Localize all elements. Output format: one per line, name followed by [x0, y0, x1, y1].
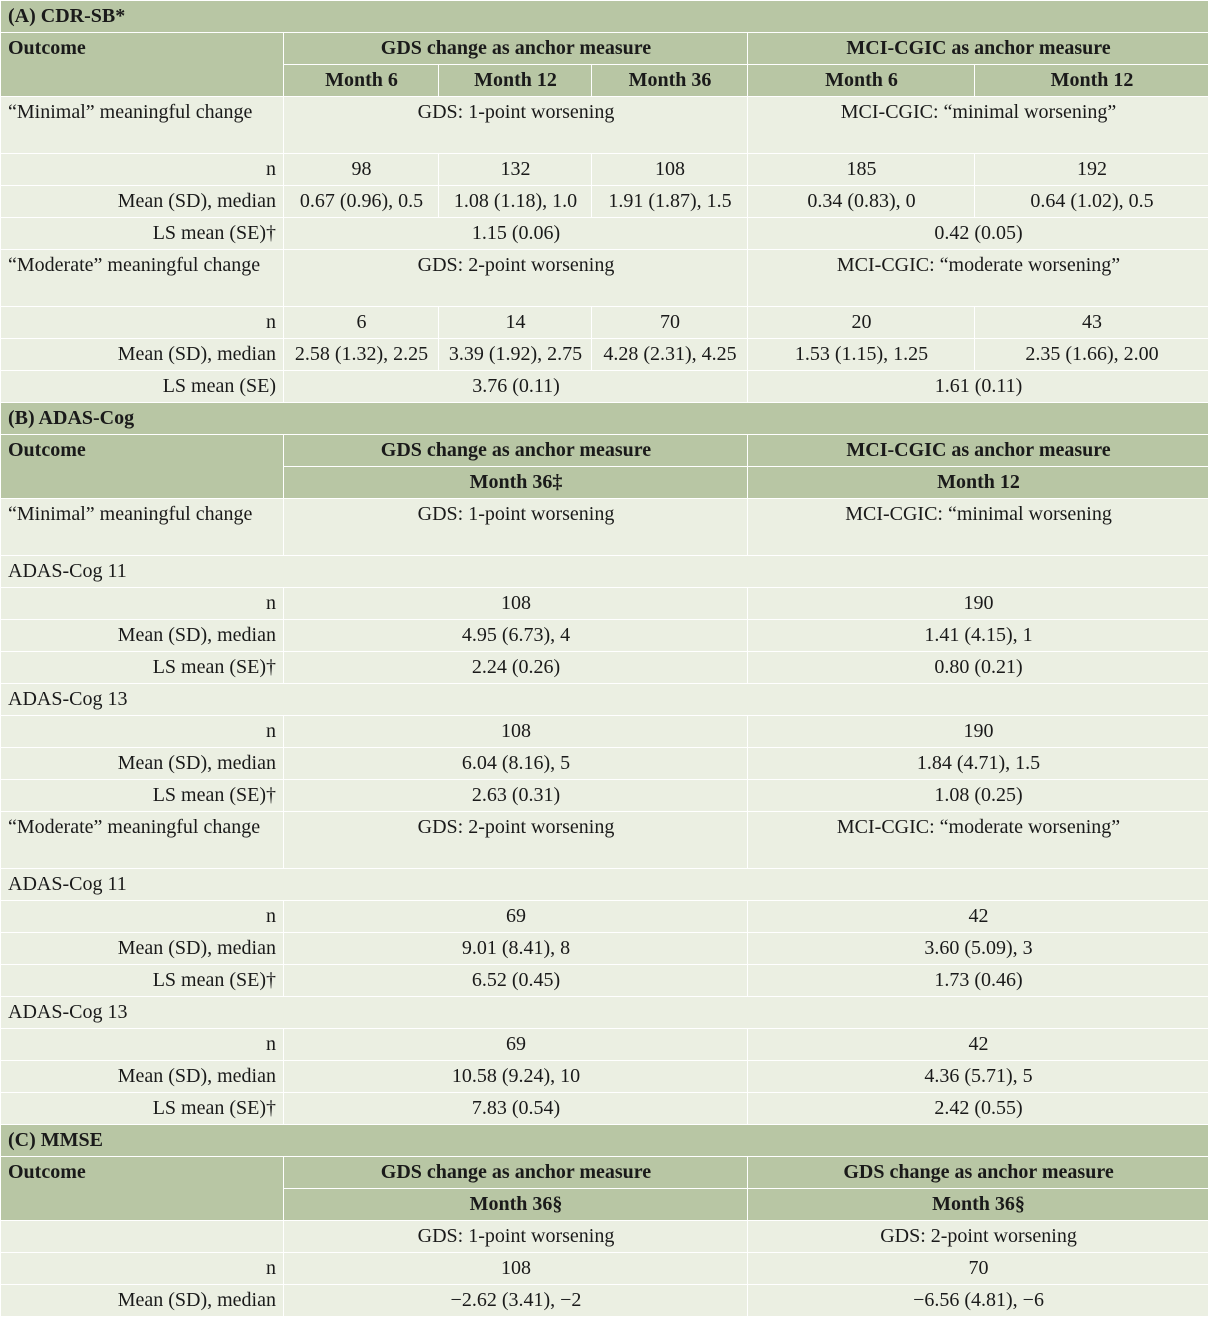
month-header: Month 36§	[748, 1189, 1208, 1221]
table-cell: 190	[748, 588, 1208, 620]
table-cell: 9.01 (8.41), 8	[284, 933, 748, 965]
row-label: LS mean (SE)†	[1, 965, 284, 997]
table-cell: 2.35 (1.66), 2.00	[975, 339, 1208, 371]
table-cell: 1.08 (1.18), 1.0	[439, 186, 592, 218]
cgic-criterion: MCI-CGIC: “minimal worsening”	[748, 97, 1208, 154]
table-cell: 0.64 (1.02), 0.5	[975, 186, 1208, 218]
section-b-title-row	[1, 403, 1208, 435]
table-cell: 190	[748, 716, 1208, 748]
outcome-header: Outcome	[1, 1157, 284, 1221]
subgroup-label: ADAS-Cog 13	[1, 997, 1208, 1029]
row-label: “Minimal” meaningful change	[1, 499, 284, 556]
row-label	[1, 1221, 284, 1253]
gds-anchor-header: GDS change as anchor measure	[284, 1157, 748, 1189]
table-cell: 4.95 (6.73), 4	[284, 620, 748, 652]
row-label: LS mean (SE)†	[1, 218, 284, 250]
section-title: (A) CDR-SB*	[1, 1, 1208, 33]
table-cell: 0.34 (0.83), 0	[748, 186, 975, 218]
section-a-title-row	[1, 1, 1208, 33]
table-cell: 1.41 (4.15), 1	[748, 620, 1208, 652]
subgroup-label: ADAS-Cog 11	[1, 556, 1208, 588]
table-cell: 2.42 (0.55)	[748, 1093, 1208, 1125]
section-title: (B) ADAS-Cog	[1, 403, 1208, 435]
table-row	[1, 371, 1208, 403]
table-row	[1, 307, 1208, 339]
section-b-anchor-row	[1, 435, 1208, 467]
month-header: Month 36	[592, 65, 748, 97]
table-cell: −6.56 (4.81), −6	[748, 1285, 1208, 1317]
row-label: Mean (SD), median	[1, 1061, 284, 1093]
gds-criterion: GDS: 1-point worsening	[284, 97, 748, 154]
table-cell: 3.60 (5.09), 3	[748, 933, 1208, 965]
row-label: n	[1, 901, 284, 933]
table-cell: 0.42 (0.05)	[748, 218, 1208, 250]
moderate-change-row	[1, 250, 1208, 307]
row-label: Mean (SD), median	[1, 1285, 284, 1317]
table-row	[1, 588, 1208, 620]
month-header: Month 36‡	[284, 467, 748, 499]
table-cell: 14	[439, 307, 592, 339]
row-label: Mean (SD), median	[1, 339, 284, 371]
table-cell: 2.63 (0.31)	[284, 780, 748, 812]
section-c-title-row	[1, 1125, 1208, 1157]
table-cell: 7.83 (0.54)	[284, 1093, 748, 1125]
table-row	[1, 339, 1208, 371]
subgroup-row	[1, 556, 1208, 588]
outcome-header: Outcome	[1, 33, 284, 97]
table-cell: 108	[284, 588, 748, 620]
table-cell: 70	[592, 307, 748, 339]
table-row	[1, 933, 1208, 965]
table-cell: −2.62 (3.41), −2	[284, 1285, 748, 1317]
table-cell: 43	[975, 307, 1208, 339]
row-label: “Minimal” meaningful change	[1, 97, 284, 154]
table-row	[1, 748, 1208, 780]
table-row	[1, 1253, 1208, 1285]
table-cell: 1.84 (4.71), 1.5	[748, 748, 1208, 780]
subgroup-row	[1, 869, 1208, 901]
row-label: LS mean (SE)	[1, 371, 284, 403]
row-label: Mean (SD), median	[1, 748, 284, 780]
minimal-change-row	[1, 499, 1208, 556]
table-row	[1, 780, 1208, 812]
cgic-anchor-header: MCI-CGIC as anchor measure	[748, 435, 1208, 467]
table-row	[1, 154, 1208, 186]
row-label: Mean (SD), median	[1, 933, 284, 965]
cgic-criterion: MCI-CGIC: “moderate worsening”	[748, 250, 1208, 307]
subgroup-row	[1, 684, 1208, 716]
subgroup-label: ADAS-Cog 11	[1, 869, 1208, 901]
gds-criterion: GDS: 1-point worsening	[284, 1221, 748, 1253]
cgic-criterion: MCI-CGIC: “moderate worsening”	[748, 812, 1208, 869]
row-label: Mean (SD), median	[1, 620, 284, 652]
cgic-anchor-header: MCI-CGIC as anchor measure	[748, 33, 1208, 65]
table-cell: 108	[592, 154, 748, 186]
table-cell: 0.80 (0.21)	[748, 652, 1208, 684]
row-label: LS mean (SE)†	[1, 652, 284, 684]
gds-criterion: GDS: 2-point worsening	[284, 812, 748, 869]
table-cell: 1.08 (0.25)	[748, 780, 1208, 812]
moderate-change-row	[1, 812, 1208, 869]
table-row	[1, 901, 1208, 933]
month-header: Month 12	[975, 65, 1208, 97]
table-cell: 20	[748, 307, 975, 339]
row-label: n	[1, 307, 284, 339]
row-label: n	[1, 716, 284, 748]
subgroup-row	[1, 997, 1208, 1029]
table-cell: 1.73 (0.46)	[748, 965, 1208, 997]
row-label: LS mean (SE)†	[1, 780, 284, 812]
table-cell: 132	[439, 154, 592, 186]
row-label: LS mean (SE)†	[1, 1093, 284, 1125]
criterion-row	[1, 1221, 1208, 1253]
section-title: (C) MMSE	[1, 1125, 1208, 1157]
table-row	[1, 652, 1208, 684]
table-cell: 108	[284, 716, 748, 748]
row-label: n	[1, 1253, 284, 1285]
row-label: “Moderate” meaningful change	[1, 250, 284, 307]
section-a-anchor-row	[1, 33, 1208, 65]
table-row	[1, 1285, 1208, 1317]
table-row	[1, 1093, 1208, 1125]
table-cell: 0.67 (0.96), 0.5	[284, 186, 439, 218]
table-cell: 10.58 (9.24), 10	[284, 1061, 748, 1093]
table-cell: 6	[284, 307, 439, 339]
table-cell: 98	[284, 154, 439, 186]
cgic-criterion: MCI-CGIC: “minimal worsening	[748, 499, 1208, 556]
gds-criterion: GDS: 2-point worsening	[284, 250, 748, 307]
month-header: Month 12	[748, 467, 1208, 499]
table-cell: 192	[975, 154, 1208, 186]
table-row	[1, 218, 1208, 250]
table-cell: 6.52 (0.45)	[284, 965, 748, 997]
table-cell: 4.28 (2.31), 4.25	[592, 339, 748, 371]
row-label: n	[1, 1029, 284, 1061]
row-label: Mean (SD), median	[1, 186, 284, 218]
row-label: “Moderate” meaningful change	[1, 812, 284, 869]
table-cell: 42	[748, 901, 1208, 933]
gds-anchor-header: GDS change as anchor measure	[284, 435, 748, 467]
table-row	[1, 186, 1208, 218]
month-header: Month 6	[284, 65, 439, 97]
table-cell: 1.61 (0.11)	[748, 371, 1208, 403]
row-label: n	[1, 154, 284, 186]
month-header: Month 12	[439, 65, 592, 97]
table-cell: 6.04 (8.16), 5	[284, 748, 748, 780]
table-cell: 185	[748, 154, 975, 186]
outcome-header: Outcome	[1, 435, 284, 499]
table-cell: 69	[284, 901, 748, 933]
table-row	[1, 1029, 1208, 1061]
table-cell: 2.58 (1.32), 2.25	[284, 339, 439, 371]
gds-anchor-header: GDS change as anchor measure	[748, 1157, 1208, 1189]
table-cell: 70	[748, 1253, 1208, 1285]
table-row	[1, 620, 1208, 652]
table-row	[1, 965, 1208, 997]
gds-anchor-header: GDS change as anchor measure	[284, 33, 748, 65]
month-header: Month 6	[748, 65, 975, 97]
table-row	[1, 1061, 1208, 1093]
table-cell: 108	[284, 1253, 748, 1285]
row-label: n	[1, 588, 284, 620]
table-cell: 1.91 (1.87), 1.5	[592, 186, 748, 218]
table-cell: 42	[748, 1029, 1208, 1061]
subgroup-label: ADAS-Cog 13	[1, 684, 1208, 716]
table-row	[1, 716, 1208, 748]
table-cell: 1.53 (1.15), 1.25	[748, 339, 975, 371]
table-cell: 69	[284, 1029, 748, 1061]
table-cell: 4.36 (5.71), 5	[748, 1061, 1208, 1093]
minimal-change-row	[1, 97, 1208, 154]
gds-criterion: GDS: 1-point worsening	[284, 499, 748, 556]
table-cell: 3.76 (0.11)	[284, 371, 748, 403]
section-c-anchor-row	[1, 1157, 1208, 1189]
month-header: Month 36§	[284, 1189, 748, 1221]
table-cell: 3.39 (1.92), 2.75	[439, 339, 592, 371]
table-cell: 1.15 (0.06)	[284, 218, 748, 250]
table-cell: 2.24 (0.26)	[284, 652, 748, 684]
gds-criterion: GDS: 2-point worsening	[748, 1221, 1208, 1253]
